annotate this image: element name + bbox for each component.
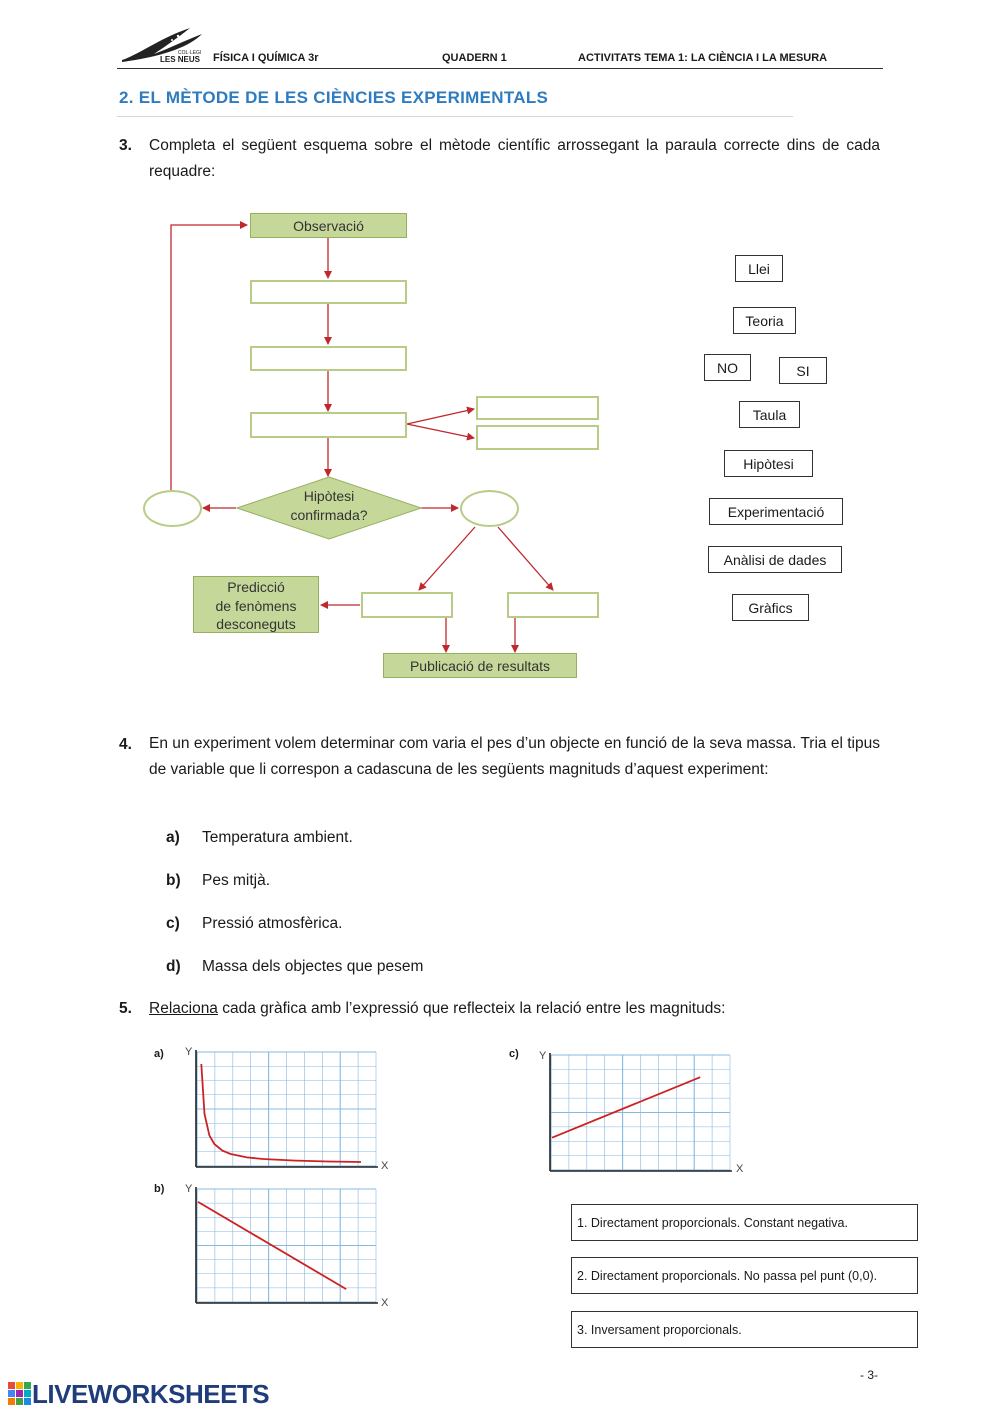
q5-text-rest: cada gràfica amb l’expressió que reflecteix la relació entre les magnituds: [217,1000,726,1017]
brand-blocks-icon [8,1382,32,1406]
q4-item-d-text: Massa dels objectes que pesem [202,958,424,975]
word-teoria[interactable]: Teoria [733,307,796,334]
q4-item-b-text: Pes mitjà. [202,872,271,889]
page-number: - 3- [860,1368,878,1382]
header-unit: ACTIVITATS TEMA 1: LA CIÈNCIA I LA MESURA [578,52,828,64]
series-line-c [552,1077,700,1138]
flowchart-connectors [0,0,1000,700]
q3-text: Completa el següent esquema sobre el mètode científic arrossegant la paraula correcte dins de cada requadre: [149,137,880,180]
word-experimentacio[interactable]: Experimentació [709,498,843,525]
graph-a-x-label: X [381,1160,389,1172]
flow-prediccio-box [193,576,319,633]
flow-observacio-box [250,213,407,238]
q4-item-d [166,958,423,976]
graph-b-y-label: Y [185,1183,193,1195]
answer-box-1[interactable]: 1. Directament proporcionals. Constant negativa. [571,1204,918,1241]
answer-box-2[interactable]: 2. Directament proporcionals. No passa pel punt (0,0). [571,1257,918,1294]
q4-number: 4. [119,736,132,753]
flow-drop-box-2[interactable] [250,346,407,371]
flow-drop-box-4[interactable] [476,396,599,420]
flow-drop-box-5[interactable] [476,425,599,450]
q5-number: 5. [119,1000,132,1017]
q4-item-c [166,915,342,933]
graph-c-y-label: Y [539,1050,547,1062]
graph-c-label: c) [509,1048,519,1060]
header-subject: FÍSICA I QUÍMICA 3r [213,52,319,64]
series-line-a [201,1064,361,1162]
flow-publicacio-label: Publicació de resultats [409,658,551,674]
q4-item-a-text: Temperatura ambient. [202,829,353,846]
answer-box-3[interactable]: 3. Inversament proporcionals. [571,1311,918,1348]
flow-drop-box-1[interactable] [250,280,407,304]
graph-a-y-label: Y [185,1046,193,1058]
graph-c-x-label: X [736,1163,744,1175]
q4-item-c-letter: c) [166,915,180,932]
section-title: 2. EL MÈTODE DE LES CIÈNCIES EXPERIMENTALS [119,88,549,107]
q5-text-underlined: Relaciona [149,1000,218,1017]
q5-text [149,1000,725,1018]
flow-publicacio-box [383,653,577,678]
q4-item-b [166,872,270,890]
flow-drop-box-7[interactable] [507,592,599,618]
flow-prediccio-line3: desconeguts [216,616,296,632]
graph-b-label: b) [154,1183,165,1195]
word-taula[interactable]: Taula [739,401,800,428]
header-notebook: QUADERN 1 [442,52,507,64]
q3-number: 3. [119,137,132,154]
flow-drop-oval-left[interactable] [143,490,202,527]
q4-text: En un experiment volem determinar com varia el pes d’un objecte en funció de la seva massa. Tria el tipus de variable que li correspon a cadascuna de les següents magnituds d’aquest experiment: [149,735,880,778]
word-grafics[interactable]: Gràfics [732,594,809,621]
flow-prediccio-line2: de fenòmens [215,597,297,614]
flow-decision-line2: confirmada? [290,507,368,523]
graph-b [195,1187,378,1304]
q4-item-a-letter: a) [166,829,180,846]
flow-drop-box-3[interactable] [250,412,407,438]
q4-item-b-letter: b) [166,872,181,889]
word-hipotesi[interactable]: Hipòtesi [724,450,813,477]
brand-text: LIVEWORKSHEETS [32,1379,270,1409]
graph-a-label: a) [154,1048,164,1060]
flow-drop-box-6[interactable] [361,592,453,618]
graph-b-x-label: X [381,1297,389,1309]
word-si[interactable]: SI [779,357,827,384]
graph-c [549,1053,732,1172]
flow-observacio-label: Observació [293,218,364,234]
word-analisi-dades[interactable]: Anàlisi de dades [708,546,842,573]
flow-drop-oval-right[interactable] [460,490,519,527]
q4-item-c-text: Pressió atmosfèrica. [202,915,343,932]
flow-decision-line1: Hipòtesi [303,488,355,504]
q4-item-a [166,829,353,847]
word-no[interactable]: NO [704,354,751,381]
word-llei[interactable]: Llei [735,255,783,282]
q4-item-d-letter: d) [166,958,181,975]
school-name: LES NEUS [160,55,201,64]
graph-a [195,1050,378,1168]
flow-prediccio-line1: Predicció [227,579,285,595]
flow-decision-label [256,487,402,525]
school-small-label: COL·LEGI [178,50,202,56]
